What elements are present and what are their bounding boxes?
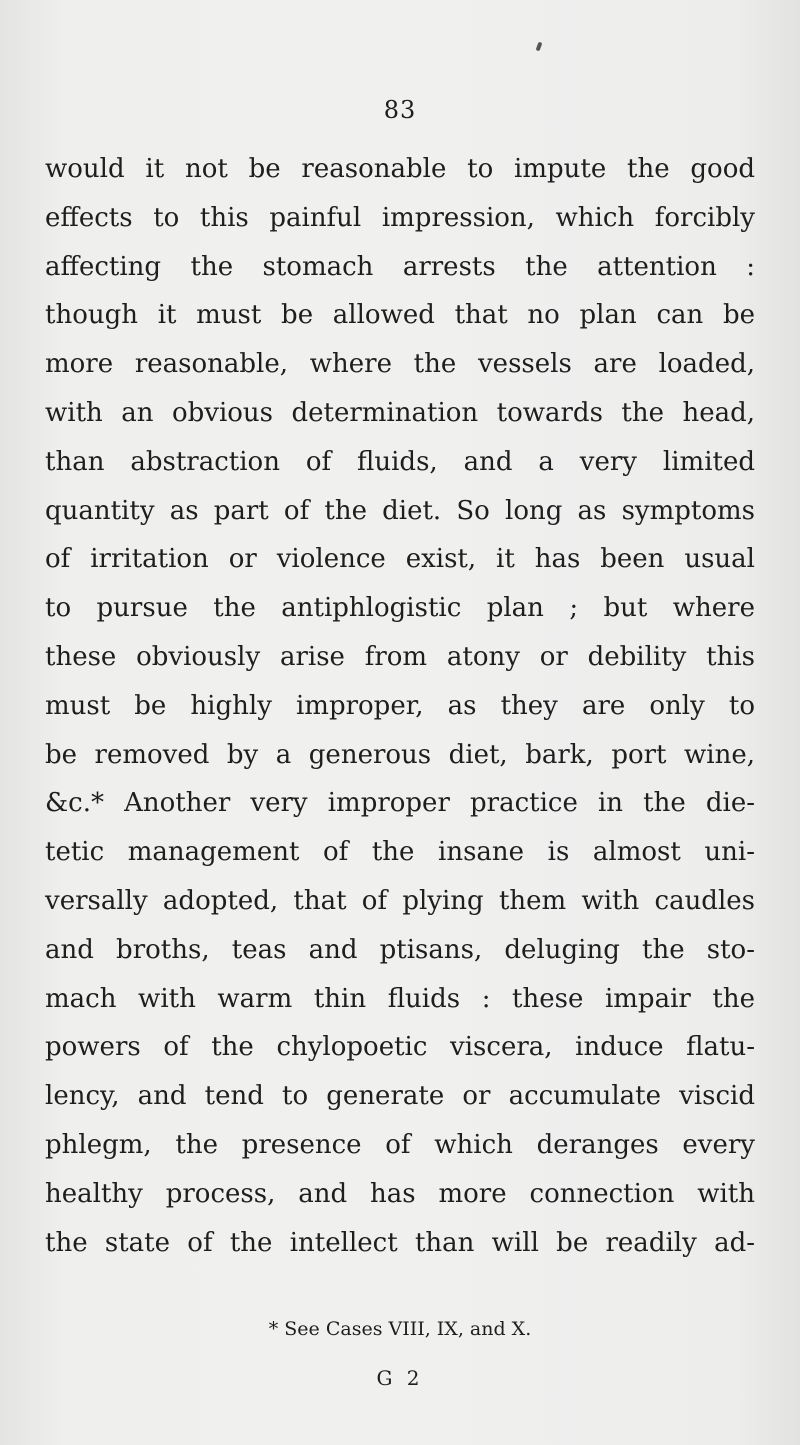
text-line: affecting the stomach arrests the attention : [45,251,755,282]
text-line: with an obvious determination towards the head, [45,397,755,428]
text-line: though it must be allowed that no plan can be [45,300,755,331]
text-line: be removed by a generous diet, bark, port wine, [45,739,755,770]
text-line: of irritation or violence exist, it has been usual [45,544,755,575]
text-line: the state of the intellect than will be readily ad- [45,1227,755,1258]
text-line: powers of the chylopoetic viscera, induce flatu- [45,1032,755,1063]
text-line: these obviously arise from atony or debility this [45,641,755,672]
text-line: versally adopted, that of plying them with caudles [45,885,755,916]
text-line: tetic management of the insane is almost uni- [45,837,755,868]
text-line: than abstraction of fluids, and a very limited [45,446,755,477]
ink-speck [536,42,543,52]
text-line: must be highly improper, as they are only to [45,690,755,721]
text-line: mach with warm thin fluids : these impair the [45,983,755,1014]
text-line: quantity as part of the diet. So long as symptoms [45,495,755,526]
text-line: more reasonable, where the vessels are loaded, [45,349,755,380]
text-line: healthy process, and has more connection with [45,1178,755,1209]
text-line: to pursue the antiphlogistic plan ; but where [45,593,755,624]
text-line: &c.* Another very improper practice in the die- [45,788,755,819]
signature-mark: G 2 [376,1366,424,1390]
footnote: * See Cases VIII, IX, and X. [268,1318,532,1340]
body-text [45,145,755,1267]
text-line: phlegm, the presence of which deranges every [45,1129,755,1160]
text-line: lency, and tend to generate or accumulate viscid [45,1081,755,1112]
text-line: would it not be reasonable to impute the good [45,154,755,184]
text-line: and broths, teas and ptisans, deluging the sto- [45,934,755,965]
text-line: effects to this painful impression, which forcibly [45,202,755,233]
page-number: 83 [383,96,417,124]
